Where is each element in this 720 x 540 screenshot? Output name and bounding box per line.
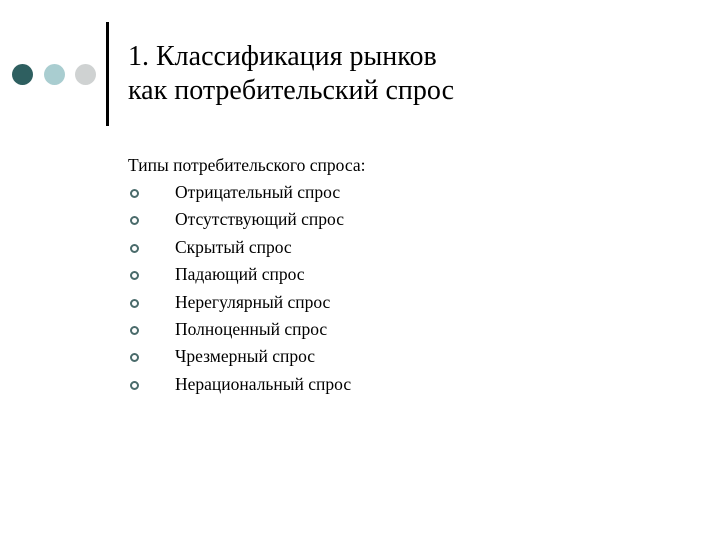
ring-bullet-icon bbox=[130, 299, 139, 308]
vertical-divider bbox=[106, 22, 109, 126]
slide-title-line-2: как потребительский спрос bbox=[128, 75, 455, 106]
ring-bullet-icon bbox=[130, 189, 139, 198]
demand-types-list bbox=[128, 179, 688, 398]
list-item bbox=[128, 371, 688, 398]
circle-icon-gray bbox=[75, 64, 96, 85]
list-item bbox=[128, 289, 688, 316]
list-item-label: Чрезмерный спрос bbox=[175, 346, 316, 367]
list-item bbox=[128, 261, 688, 288]
list-item bbox=[128, 343, 688, 370]
circle-icon-dark bbox=[12, 64, 33, 85]
list-item-label: Скрытый спрос bbox=[175, 236, 292, 257]
decorative-dots bbox=[10, 64, 96, 86]
ring-bullet-icon bbox=[130, 216, 139, 225]
list-item-label: Нерегулярный спрос bbox=[175, 291, 331, 312]
ring-bullet-icon bbox=[130, 353, 139, 362]
list-item-label: Отрицательный спрос bbox=[175, 182, 341, 202]
ring-bullet-icon bbox=[130, 326, 139, 335]
list-item bbox=[128, 234, 688, 261]
ring-bullet-icon bbox=[130, 244, 139, 253]
slide-title-line-1: 1. Классификация рынков bbox=[128, 41, 437, 72]
circle-icon-light-teal bbox=[44, 64, 65, 85]
ring-bullet-icon bbox=[130, 271, 139, 280]
list-item bbox=[128, 316, 688, 343]
list-item-label: Отсутствующий спрос bbox=[175, 209, 344, 230]
list-item-label: Падающий спрос bbox=[175, 264, 305, 285]
list-item bbox=[128, 179, 688, 206]
slide-title bbox=[128, 40, 688, 108]
list-item-label: Нерациональный спрос bbox=[175, 373, 352, 394]
list-item-label: Полноценный спрос bbox=[175, 318, 328, 339]
list-item bbox=[128, 206, 688, 233]
list-heading: Типы потребительского спроса: bbox=[128, 155, 366, 175]
slide-content bbox=[128, 152, 688, 398]
ring-bullet-icon bbox=[130, 381, 139, 390]
